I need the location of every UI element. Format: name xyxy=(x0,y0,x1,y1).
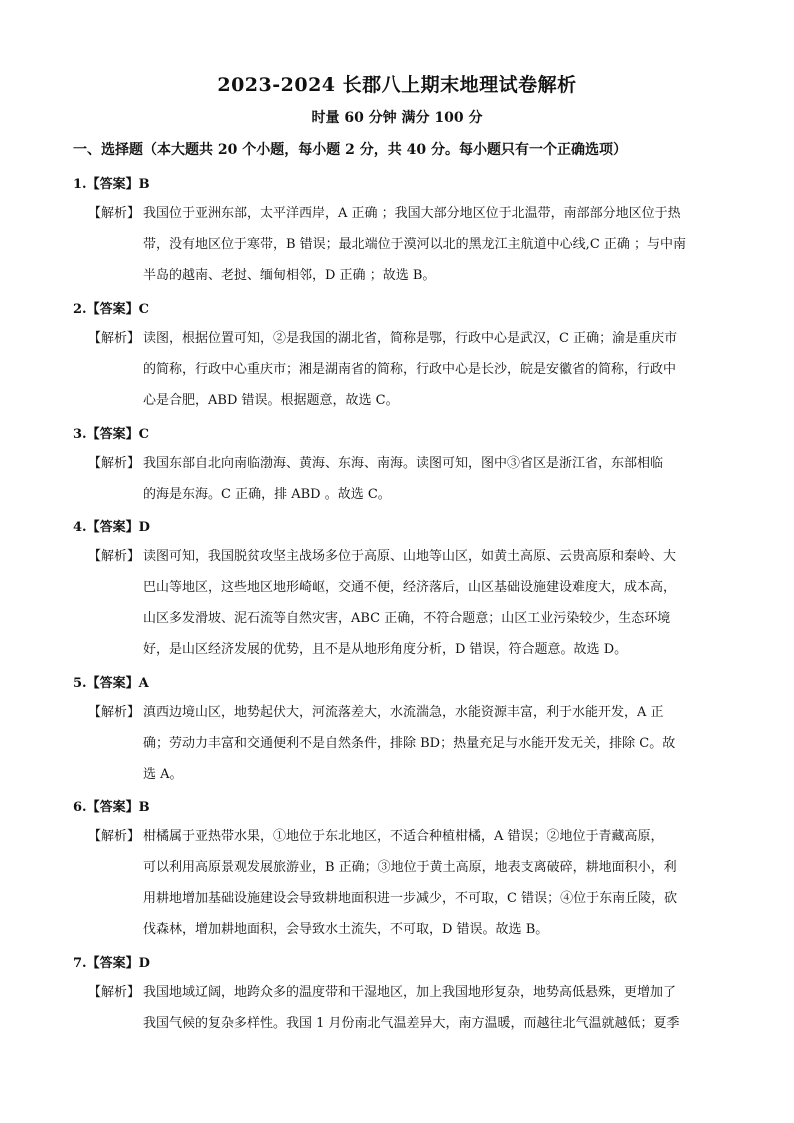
explanation-line: 选 A。 xyxy=(143,767,183,782)
explanation-label: 【解析】 xyxy=(88,705,141,720)
explanation-label: 【解析】 xyxy=(88,331,141,346)
explanation-4 xyxy=(88,541,728,665)
explanation-3 xyxy=(88,448,728,510)
explanation-line: 好，是山区经济发展的优势，且不是从地形角度分析，D 错误，符合题意。故选 D。 xyxy=(143,642,628,657)
explanation-line: 山区多发滑坡、泥石流等自然灾害，ABC 正确，不符合题意；山区工业污染较少，生态环境 xyxy=(143,611,671,626)
explanation-line: 的简称，行政中心重庆市；湘是湖南省的简称，行政中心是长沙，皖是安徽省的简称，行政中 xyxy=(143,362,677,377)
document-title: 2023-2024 长郡八上期末地理试卷解析 xyxy=(217,74,577,96)
explanation-line: 可以利用高原景观发展旅游业，B 正确；③地位于黄土高原，地表支离破碎，耕地面积小，利 xyxy=(143,860,677,875)
answer-6: 6.【答案】B xyxy=(73,800,150,815)
exam-info: 时量 60 分钟 满分 100 分 xyxy=(311,110,483,126)
explanation-line: 巴山等地区，这些地区地形崎岖，交通不便，经济落后，山区基础设施建设难度大，成本高， xyxy=(143,580,677,595)
explanation-line: 用耕地增加基础设施建设会导致耕地面积进一步减少，不可取，C 错误；④位于东南丘陵，砍 xyxy=(143,891,678,906)
explanation-line: 我国地域辽阔，地跨众多的温度带和干湿地区，加上我国地形复杂，地势高低悬殊，更增加了 xyxy=(143,985,677,1000)
explanation-2 xyxy=(88,323,728,416)
explanation-line: 我国位于亚洲东部，太平洋西岸，A 正确 ；我国大部分地区位于北温带，南部部分地区位于热 xyxy=(143,206,681,221)
answer-3: 3.【答案】C xyxy=(73,427,149,442)
explanation-label: 【解析】 xyxy=(88,985,141,1000)
explanation-line: 的海是东海。C 正确，排 ABD 。故选 C。 xyxy=(143,487,391,502)
explanation-line: 我国东部自北向南临渤海、黄海、东海、南海。读图可知，图中③省区是浙江省，东部相临 xyxy=(143,456,664,471)
explanation-5 xyxy=(88,697,728,790)
explanation-6 xyxy=(88,821,728,945)
explanation-line: 确；劳动力丰富和交通便利不是自然条件，排除 BD；热量充足与水能开发无关，排除 C。故 xyxy=(143,736,676,751)
answer-1: 1.【答案】B xyxy=(73,177,150,192)
answer-5: 5.【答案】A xyxy=(73,676,149,691)
explanation-label: 【解析】 xyxy=(88,456,141,471)
explanation-line: 心是合肥，ABD 错误。根据题意，故选 C。 xyxy=(143,393,399,408)
answer-2: 2.【答案】C xyxy=(73,302,149,317)
explanation-line: 带，没有地区位于寒带，B 错误；最北端位于漠河以北的黑龙江主航道中心线,C 正确 ；与中南 xyxy=(143,237,687,252)
explanation-line: 读图可知，我国脱贫攻坚主战场多位于高原、山地等山区，如黄土高原、云贵高原和秦岭、大 xyxy=(143,549,677,564)
explanation-label: 【解析】 xyxy=(88,829,141,844)
explanation-7 xyxy=(88,977,728,1039)
explanation-line: 读图，根据位置可知，②是我国的湖北省，简称是鄂，行政中心是武汉，C 正确；渝是重庆市 xyxy=(143,331,678,346)
explanation-line: 柑橘属于亚热带水果，①地位于东北地区，不适合种植柑橘，A 错误；②地位于青藏高原， xyxy=(143,829,664,844)
answer-4: 4.【答案】D xyxy=(73,520,150,535)
explanation-label: 【解析】 xyxy=(88,549,141,564)
answer-7: 7.【答案】D xyxy=(73,956,150,971)
explanation-label: 【解析】 xyxy=(88,206,141,221)
explanation-line: 滇西边境山区，地势起伏大，河流落差大，水流湍急，水能资源丰富，利于水能开发，A 正 xyxy=(143,705,664,720)
section-heading: 一、选择题（本大题共 20 个小题，每小题 2 分，共 40 分。每小题只有一个正确选项） xyxy=(73,142,627,158)
explanation-line: 我国气候的复杂多样性。我国 1 月份南北气温差异大，南方温暖，而越往北气温就越低；夏季 xyxy=(143,1016,680,1031)
explanation-line: 半岛的越南、老挝、缅甸相邻，D 正确 ；故选 B。 xyxy=(143,268,436,283)
explanation-line: 伐森林，增加耕地面积，会导致水土流失，不可取，D 错误。故选 B。 xyxy=(143,922,549,937)
explanation-1 xyxy=(88,198,728,291)
